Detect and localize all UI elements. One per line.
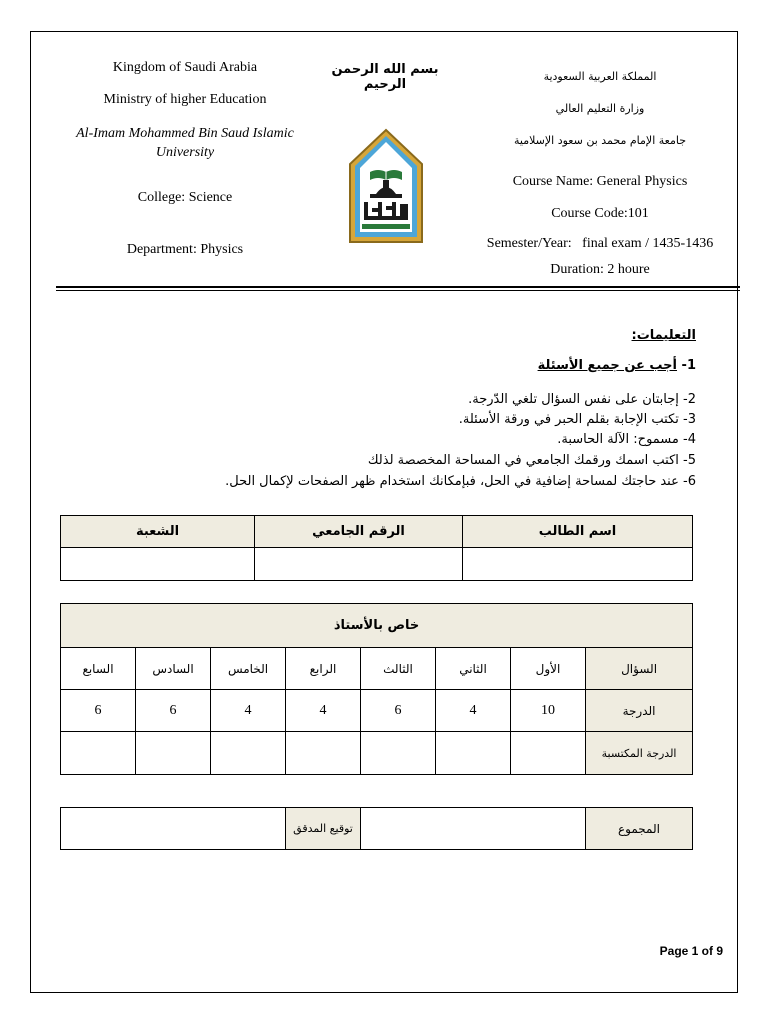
instruction-num: 5-: [683, 453, 696, 468]
student-info-table: [60, 515, 693, 581]
instruction-item-1: [538, 358, 696, 373]
instruction-text: تكتب الإجابة بقلم الحبر في ورقة الأسئلة.: [458, 412, 679, 427]
grades-table-title: خاص بالأستاذ: [61, 604, 693, 648]
semester-year: Semester/Year: final exam / 1435-1436: [486, 236, 714, 251]
header-divider: [56, 286, 740, 288]
earned-q5-field[interactable]: [211, 732, 286, 775]
header-country-ar: المملكة العربية السعودية: [543, 70, 657, 83]
mark-q3: 6: [361, 690, 436, 732]
mark-q5: 4: [211, 690, 286, 732]
section-field[interactable]: [61, 548, 255, 581]
question-2-header: الثاني: [436, 648, 511, 690]
auditor-signature-field[interactable]: [61, 808, 286, 850]
header-country: Kingdom of Saudi Arabia: [112, 60, 258, 75]
question-row-label: السؤال: [586, 648, 693, 690]
instruction-num: 3-: [683, 412, 696, 427]
earned-q3-field[interactable]: [361, 732, 436, 775]
instruction-item-3: [459, 412, 696, 427]
instruction-text: إجابتان على نفس السؤال تلغي الدّرجة.: [468, 392, 679, 407]
question-4-header: الرابع: [286, 648, 361, 690]
instruction-item-4: [557, 432, 696, 447]
earned-q6-field[interactable]: [136, 732, 211, 775]
total-field[interactable]: [361, 808, 586, 850]
instruction-item-2: [468, 392, 696, 407]
instruction-text: عند حاجتك لمساحة إضافية في الحل، فبإمكانك استخدام ظهر الصفحات لإكمال الحل.: [225, 474, 679, 489]
instruction-num: 1-: [681, 358, 696, 373]
header-divider-thin: [56, 290, 740, 291]
grades-table: [60, 603, 693, 775]
instruction-item-5: [368, 453, 696, 468]
instructions-title: التعليمات:: [631, 328, 696, 343]
mark-q4: 4: [286, 690, 361, 732]
earned-q7-field[interactable]: [61, 732, 136, 775]
instruction-text: اكتب اسمك ورقمك الجامعي في المساحة المخصصة لذلك: [367, 453, 679, 468]
student-name-field[interactable]: [463, 548, 693, 581]
auditor-signature-label: توقيع المدقق: [286, 808, 361, 850]
student-name-header: اسم الطالب: [463, 516, 693, 548]
mark-q1: 10: [511, 690, 586, 732]
logo-emblem-icon: [346, 128, 426, 246]
header-university: Al-Imam Mohammed Bin Saud Islamic University: [76, 126, 294, 160]
header-ministry: Ministry of higher Education: [103, 92, 267, 107]
section-header: الشعبة: [61, 516, 255, 548]
instruction-text: أجب عن جميع الأسئلة: [537, 358, 678, 373]
header-university-ar: جامعة الإمام محمد بن سعود الإسلامية: [514, 134, 686, 147]
instruction-item-6: [225, 474, 696, 489]
total-table: [60, 807, 693, 850]
mark-q2: 4: [436, 690, 511, 732]
question-6-header: السادس: [136, 648, 211, 690]
question-7-header: السابع: [61, 648, 136, 690]
instruction-num: 4-: [683, 432, 696, 447]
question-5-header: الخامس: [211, 648, 286, 690]
question-3-header: الثالث: [361, 648, 436, 690]
student-id-header: الرقم الجامعي: [255, 516, 463, 548]
total-label: المجموع: [586, 808, 693, 850]
duration: Duration: 2 houre: [550, 262, 650, 277]
instruction-num: 6-: [683, 474, 696, 489]
instruction-text: مسموح: الآلة الحاسبة.: [557, 432, 679, 447]
question-1-header: الأول: [511, 648, 586, 690]
course-code: Course Code:101: [551, 206, 649, 221]
header-department: Department: Physics: [126, 242, 244, 257]
earned-row-label: الدرجة المكتسبة: [586, 732, 693, 775]
earned-q4-field[interactable]: [286, 732, 361, 775]
earned-q2-field[interactable]: [436, 732, 511, 775]
header-ministry-ar: وزارة التعليم العالي: [555, 102, 645, 115]
instruction-num: 2-: [683, 392, 696, 407]
course-name: Course Name: General Physics: [512, 174, 688, 189]
university-logo: [346, 128, 426, 246]
marks-row-label: الدرجة: [586, 690, 693, 732]
earned-q1-field[interactable]: [511, 732, 586, 775]
mark-q6: 6: [136, 690, 211, 732]
mark-q7: 6: [61, 690, 136, 732]
student-id-field[interactable]: [255, 548, 463, 581]
page-number: Page 1 of 9: [659, 944, 723, 958]
header-college: College: Science: [137, 190, 233, 205]
basmala: بسم الله الرحمن الرحيم: [331, 62, 439, 92]
